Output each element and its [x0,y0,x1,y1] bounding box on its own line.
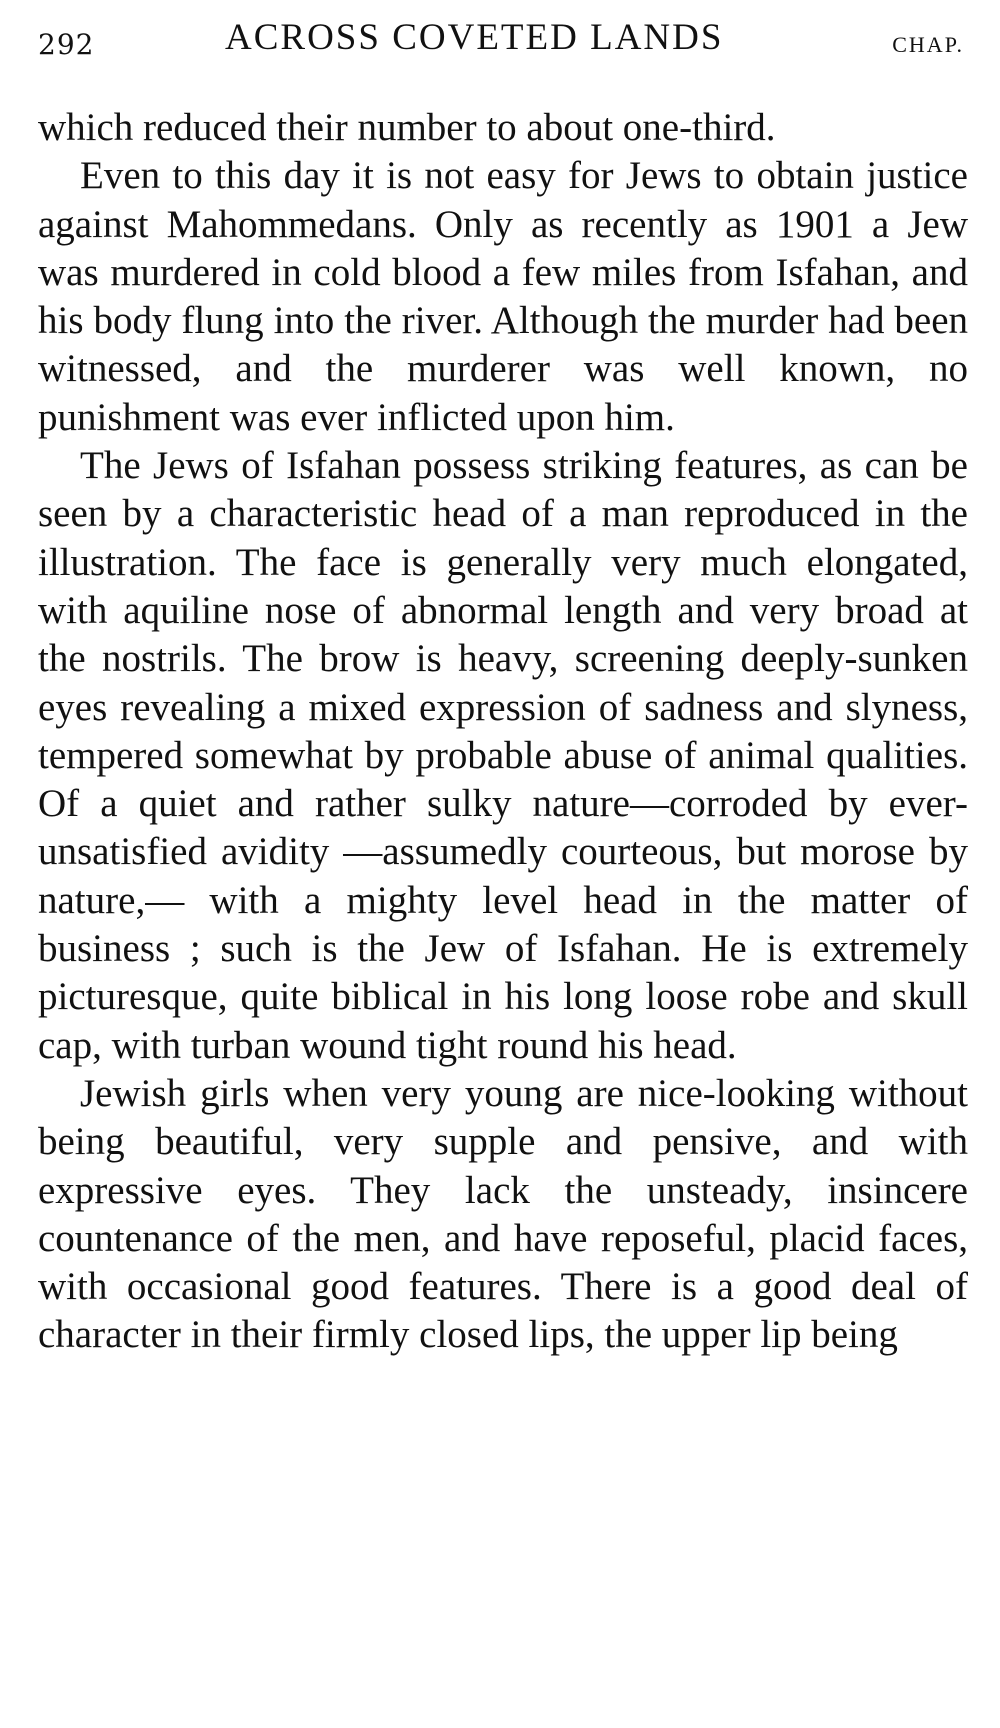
paragraph-girls: Jewish girls when very young are nice-looking without being beautiful, very supple and pensive, and with expressive eyes. They lack the unsteady, insincere countenance of the men, and have reposeful, placid faces, with occasional good features. There is a good deal of character in their firmly closed lips, the upper lip being [38,1071,968,1357]
book-page [38,0,968,1728]
running-header [38,12,968,72]
paragraph-justice: Even to this day it is not easy for Jews to obtain justice against Mahommedans. Only as recently as 1901 a Jew was murdered in cold blood a few miles from Isfahan, and his body flung into the river. Although the murder had been witnessed, and the murderer was well known, no punishment was ever inflicted upon him. [38,154,968,439]
paragraph-features: The Jews of Isfahan possess striking features, as can be seen by a characteristic head of a man reproduced in the illustration. The face is generally very much elongated, with aquiline nose of abnormal length and very broad at the nostrils. The brow is heavy, screening deeply-sunken eyes revealing a mixed expression of sadness and slyness, tempered somewhat by probable abuse of animal qualities. Of a quiet and rather sulky nature—corroded by ever-unsatisfied avidity —assumedly courteous, but morose by nature,— with a mighty level head in the matter of business ; such is the Jew of Isfahan. He is extremely picturesque, quite biblical in his long loose robe and skull cap, with turban wound tight round his head. [38,444,968,1067]
page-number: 292 [38,28,95,61]
book-title: ACROSS COVETED LANDS [225,17,724,58]
body-text [38,104,968,1360]
paragraph-continuation: which reduced their number to about one-third. [38,106,776,149]
chapter-label: CHAP. [892,32,964,57]
